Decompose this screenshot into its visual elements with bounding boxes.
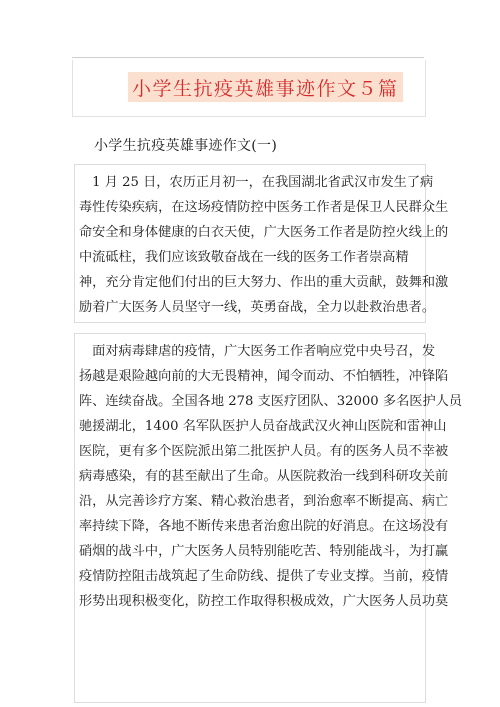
- paragraph-line: 扬越是艰险越向前的大无畏精神，闻令而动、不怕牺牲，冲锋陷: [79, 369, 449, 384]
- paragraph-line: 1 月 25 日，农历正月初一，在我国湖北省武汉市发生了病: [79, 175, 434, 190]
- paragraph-line: 医院，更有多个医院派出第二批医护人员。有的医务人员不幸被: [79, 444, 449, 459]
- paragraph-line: 硝烟的战斗中，广大医务人员特别能吃苦、特别能战斗，为打赢: [79, 544, 449, 559]
- paragraph-line: 命安全和身体健康的白衣天使，广大医务工作者是防控火线上的: [79, 225, 449, 240]
- top-divider: [72, 57, 424, 58]
- paragraph-line: 疫情防控阻击战筑起了生命防线、提供了专业支撑。当前，疫情: [79, 569, 449, 584]
- paragraph-line: 率持续下降，各地不断传来患者治愈出院的好消息。在这场没有: [79, 519, 449, 534]
- paragraph-line: 形势出现积极变化，防控工作取得积极成效，广大医务人员功莫: [79, 594, 449, 609]
- paragraph-line: 沿，从完善诊疗方案、精心救治患者，到治愈率不断提高、病亡: [79, 494, 449, 509]
- paragraph-line: 面对病毒肆虐的疫情，广大医务工作者响应党中央号召，发: [79, 344, 436, 359]
- paragraph-2: [74, 333, 463, 703]
- title-highlight: [128, 72, 403, 102]
- paragraph-line: 神，充分肯定他们付出的巨大努力、作出的重大贡献，鼓舞和激: [79, 275, 449, 290]
- page-title: 小学生抗疫英雄事迹作文５篇: [132, 77, 399, 100]
- paragraph-line: 阵、连续奋战。全国各地 278 支医疗团队、32000 多名医护人员: [79, 394, 463, 409]
- paragraph-line: 励着广大医务人员坚守一线，英勇奋战，全力以赴救治患者。: [79, 300, 436, 315]
- paragraph-line: 中流砥柱，我们应该致敬奋战在一线的医务工作者崇高精: [79, 250, 409, 265]
- paragraph-line: 病毒感染，有的甚至献出了生命。从医院救治一线到科研攻关前: [79, 469, 449, 484]
- paragraph-line: 毒性传染疾病，在这场疫情防控中医务工作者是保卫人民群众生: [79, 200, 449, 215]
- section-subtitle: 小学生抗疫英雄事迹作文(一): [94, 138, 278, 154]
- paragraph-1: [74, 164, 449, 323]
- paragraph-line: 驰援湖北，1400 名军队医护人员奋战武汉火神山医院和雷神山: [79, 419, 447, 434]
